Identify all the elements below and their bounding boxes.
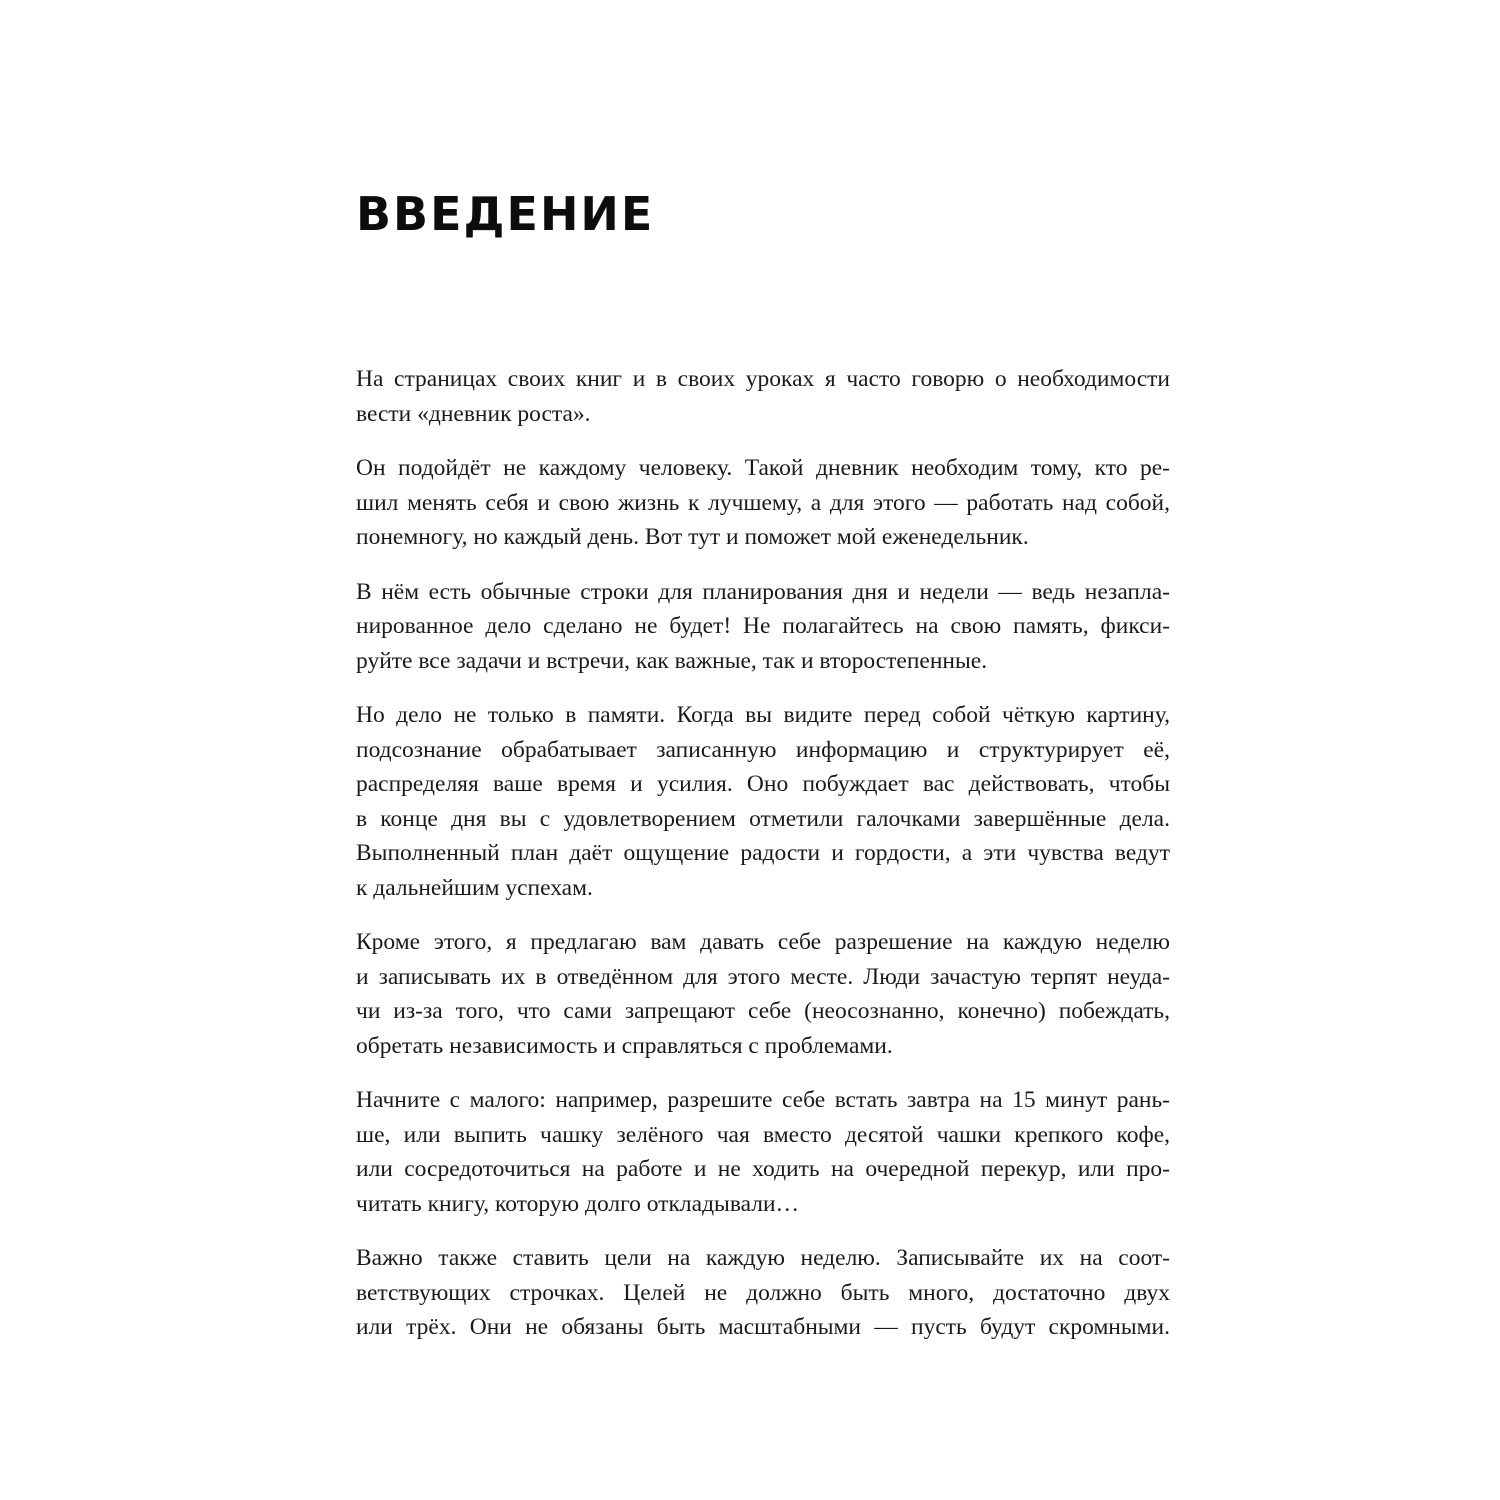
text-line: и записывать их в отведённом для этого месте. Люди зачастую терпят неуда- bbox=[356, 963, 1170, 990]
chapter-title: ВВЕДЕНИЕ bbox=[356, 187, 655, 241]
text-line: Но дело не только в памяти. Когда вы видите перед собой чёткую картину, bbox=[356, 702, 1170, 728]
text-line: Он подойдёт не каждому человеку. Такой дневник необходим тому, кто ре- bbox=[356, 455, 1170, 481]
text-line: руйте все задачи и встречи, как важные, так и второстепенные. bbox=[356, 647, 988, 674]
paragraph-4 bbox=[356, 698, 1170, 905]
paragraph-1 bbox=[356, 362, 1170, 431]
text-line: ше, или выпить чашку зелёного чая вместо десятой чашки крепкого кофе, bbox=[356, 1121, 1170, 1148]
text-line: нированное дело сделано не будет! Не полагайтесь на свою память, фикси- bbox=[356, 613, 1170, 639]
paragraph-2 bbox=[356, 451, 1170, 555]
text-line: На страницах своих книг и в своих уроках я часто говорю о необходимости bbox=[356, 366, 1170, 392]
text-line: или сосредоточиться на работе и не ходить на очередной перекур, или про- bbox=[356, 1156, 1170, 1182]
text-line: Кроме этого, я предлагаю вам давать себе разрешение на каждую неделю bbox=[356, 929, 1170, 955]
text-line: чи из-за того, что сами запрещают себе (неосознанно, конечно) побеждать, bbox=[356, 998, 1170, 1024]
text-line: шил менять себя и свою жизнь к лучшему, а для этого — работать над собой, bbox=[356, 489, 1170, 516]
text-line: ветствующих строчках. Целей не должно быть много, достаточно двух bbox=[356, 1279, 1170, 1306]
paragraph-3 bbox=[356, 575, 1170, 679]
paragraph-5 bbox=[356, 925, 1170, 1063]
text-line: к дальнейшим успехам. bbox=[356, 874, 593, 901]
text-line: Начните с малого: например, разрешите себе встать завтра на 15 минут рань- bbox=[356, 1087, 1170, 1113]
text-line: В нём есть обычные строки для планирования дня и недели — ведь незапла- bbox=[356, 578, 1170, 605]
text-line: Выполненный план даёт ощущение радости и гордости, а эти чувства ведут bbox=[356, 840, 1170, 866]
text-line: подсознание обрабатывает записанную информацию и структурирует её, bbox=[356, 736, 1170, 763]
body-text bbox=[356, 362, 1170, 1365]
paragraph-7 bbox=[356, 1241, 1170, 1345]
text-line: или трёх. Они не обязаны быть масштабными — пусть будут скромными. bbox=[356, 1314, 1170, 1340]
text-line: понемногу, но каждый день. Вот тут и поможет мой еженедельник. bbox=[356, 524, 1029, 550]
text-line: обретать независимость и справляться с проблемами. bbox=[356, 1032, 893, 1059]
text-line: читать книгу, которую долго откладывали… bbox=[356, 1190, 800, 1217]
text-line: распределяя ваше время и усилия. Оно побуждает вас действовать, чтобы bbox=[356, 771, 1170, 797]
paragraph-6 bbox=[356, 1083, 1170, 1221]
text-line: в конце дня вы с удовлетворением отметили галочками завершённые дела. bbox=[356, 805, 1170, 832]
text-line: Важно также ставить цели на каждую неделю. Записывайте их на соот- bbox=[356, 1245, 1170, 1271]
text-line: вести «дневник роста». bbox=[356, 400, 591, 427]
